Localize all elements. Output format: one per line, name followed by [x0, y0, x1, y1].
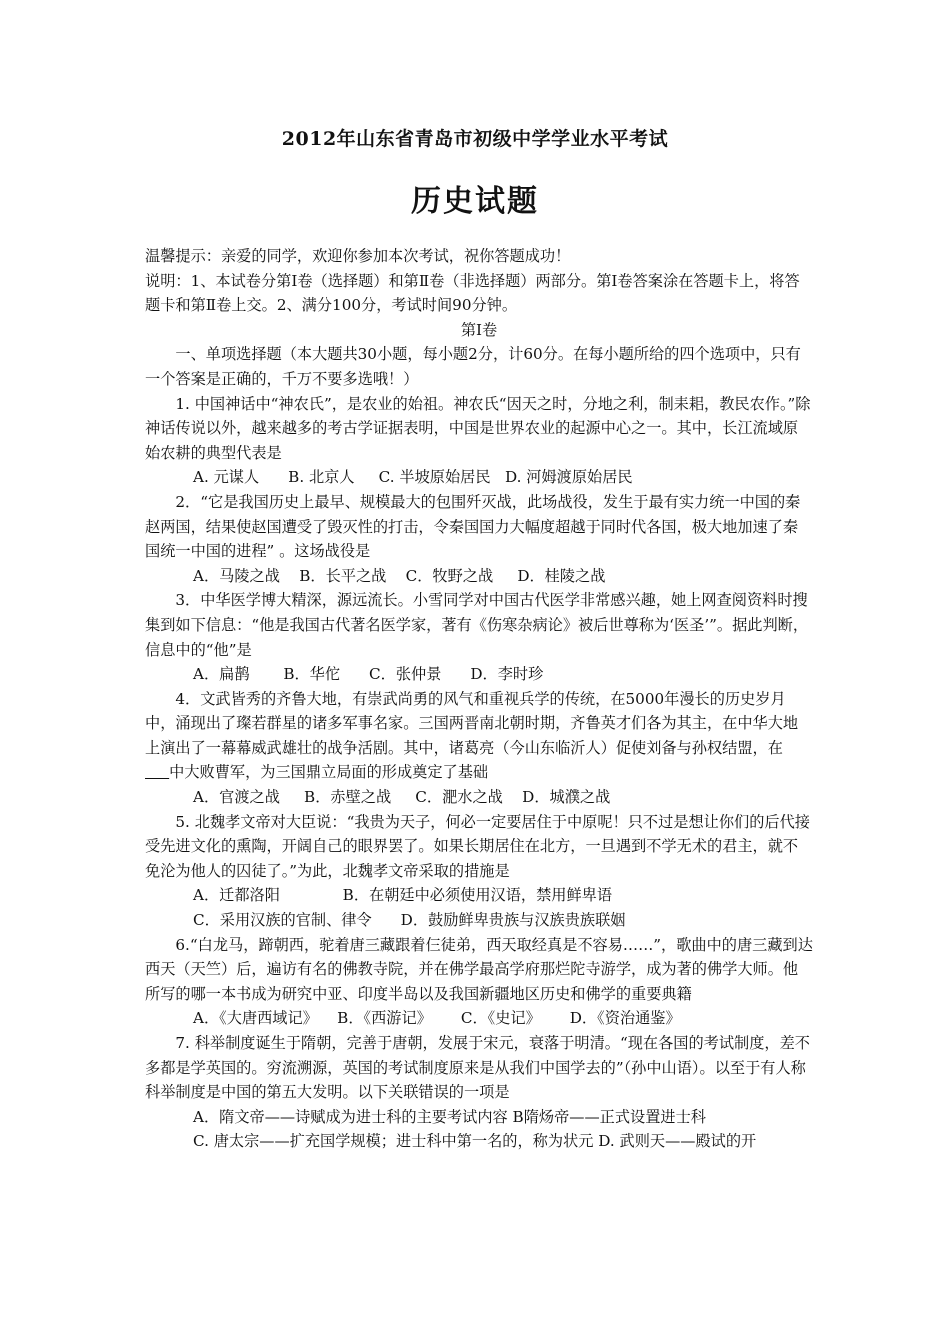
- question-7-options-cd: C. 唐太宗——扩充国学规模；进士科中第一名的，称为状元 D. 武则天——殿试的开: [193, 1132, 757, 1151]
- subject-title: 历史试题: [411, 184, 539, 219]
- intro-tip: 温馨提示：亲爱的同学，欢迎你参加本次考试，祝你答题成功！: [145, 247, 571, 265]
- question-6-stem: 6.“白龙马，蹄朝西，驼着唐三藏跟着仨徒弟，西天取经真是不容易……”，歌曲中的唐三藏到达西天（天竺）后，遍访有名的佛教寺院，并在佛学最高学府那烂陀寺游学，成为著的佛学大师。他所写的哪一本书成为研究中亚、印度半岛以及我国新疆地区历史和佛学的重要典籍: [145, 935, 813, 1003]
- question-4-blank: [145, 763, 169, 781]
- question-1-options: A. 元谋人 B. 北京人 C. 半坡原始居民 D. 河姆渡原始居民: [193, 468, 633, 487]
- question-7-stem: 7. 科举制度诞生于隋朝，完善于唐朝，发展于宋元，衰落于明清。“现在各国的考试制度，差不多都是学英国的。穷流溯源，英国的考试制度原来是从我们中国学去的”（孙中山语）。以至于有人称科举制度是中国的第五大发明。以下关联错误的一项是: [145, 1034, 810, 1102]
- question-3-options: A．扁鹊 B．华佗 C．张仲景 D．李时珍: [193, 665, 544, 684]
- exam-body: [145, 244, 813, 1154]
- question-4-options: A．官渡之战 B．赤壁之战 C．淝水之战 D．城濮之战: [193, 788, 611, 807]
- question-5-options-cd: C．采用汉族的官制、律令 D．鼓励鲜卑贵族与汉族贵族联姻: [193, 911, 626, 930]
- question-3-stem: 3．中华医学博大精深，源远流长。小雪同学对中国古代医学非常感兴趣，她上网查阅资料时搜集到如下信息：“他是我国古代著名医学家，著有《伤寒杂病论》被后世尊称为‘医圣’”。据此判断，信息中的“他”是: [145, 591, 809, 659]
- section-instruction: 一、单项选择题（本大题共30小题，每小题2分，计60分。在每小题所给的四个选项中，只有一个答案是正确的，千万不要多选哦！）: [145, 345, 801, 388]
- question-2-stem: 2．“它是我国历史上最早、规模最大的包围歼灭战，此场战役，发生于最有实力统一中国的秦赵两国，结果使赵国遭受了毁灭性的打击，令秦国国力大幅度超越于同时代各国，极大地加速了秦国统一中国的进程” 。这场战役是: [145, 492, 801, 561]
- part-title: 第Ⅰ卷: [460, 320, 498, 339]
- exam-title: 2012年山东省青岛市初级中学学业水平考试: [281, 128, 669, 150]
- question-1-stem: 1. 中国神话中“神农氏”，是农业的始祖。神农氏“因天之时，分地之利，制耒耜，教民农作。”除神话传说以外，越来越多的考古学证据表明，中国是世界农业的起源中心之一。其中，长江流域原始农耕的典型代表是: [145, 394, 811, 462]
- question-5-stem: 5. 北魏孝文帝对大臣说：“我贵为天子，何必一定要居住于中原呢！只不过是想让你们的后代接受先进文化的熏陶，开阔自己的眼界罢了。如果长期居住在北方，一旦遇到不学无术的君主，就不免沦为他人的囚徒了。”为此，北魏孝文帝采取的措施是: [145, 812, 810, 880]
- question-2-options: A．马陵之战 B．长平之战 C．牧野之战 D．桂陵之战: [193, 566, 606, 585]
- question-7-options-ab: A．隋文帝——诗赋成为进士科的主要考试内容 B隋炀帝——正式设置进士科: [193, 1107, 706, 1126]
- question-4-stem-after: 中大败曹军，为三国鼎立局面的形成奠定了基础: [169, 763, 489, 782]
- intro-note: 说明：1、本试卷分第Ⅰ卷（选择题）和第Ⅱ卷（非选择题）两部分。第Ⅰ卷答案涂在答题卡上，将答题卡和第Ⅱ卷上交。2、满分100分，考试时间90分钟。: [145, 271, 800, 315]
- question-4-stem: [145, 687, 813, 785]
- question-6-options: A．《大唐西域记》 B．《西游记》 C．《史记》 D．《资治通鉴》: [193, 1009, 681, 1028]
- question-5-options-ab: A．迁都洛阳 B．在朝廷中必须使用汉语，禁用鲜卑语: [193, 886, 613, 905]
- question-4-stem-before: 4．文武皆秀的齐鲁大地，有崇武尚勇的风气和重视兵学的传统，在5000年漫长的历史岁月中，涌现出了璨若群星的诸多军事名家。三国两晋南北朝时期，齐鲁英才们各为其主，在中华大地上演出了一幕幕威武雄壮的战争活剧。其中，诸葛亮（今山东临沂人）促使刘备与孙权结盟，在: [145, 689, 799, 757]
